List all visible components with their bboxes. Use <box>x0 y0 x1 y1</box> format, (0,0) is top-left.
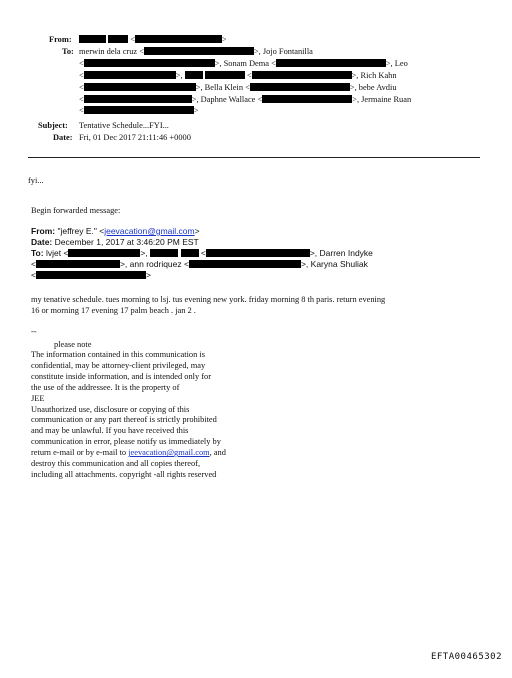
recipient-text: >, Bella Klein < <box>195 83 250 92</box>
disclaimer-line <box>31 448 226 459</box>
redaction <box>252 71 352 79</box>
redaction <box>36 271 146 279</box>
disclaimer-line: confidential, may be attorney-client privileged, may <box>31 360 206 370</box>
sender-email-link[interactable]: jeevacation@gmail.com <box>104 226 195 236</box>
recipient-text: >, <box>140 248 148 258</box>
disclaimer-line: Unauthorized use, disclosure or copying of this <box>31 404 190 414</box>
disclaimer-line: constitute inside information, and is intended only for <box>31 371 212 381</box>
forwarded-to-line-1: To: lvjet < >, < >, Darren Indyke <box>31 248 373 258</box>
disclaimer-text: return e-mail or by e-mail to <box>31 448 129 458</box>
disclaimer-text: , and <box>209 448 226 458</box>
redaction <box>250 83 350 91</box>
forward-note: Begin forwarded message: <box>31 206 121 215</box>
body-line-1: my tenative schedule. tues morning to lsj. tus evening new york. friday morning 8 th paris. return evening <box>31 295 386 304</box>
recipient-text: merwin dela cruz < <box>79 47 144 56</box>
body-line-2: 16 or morning 17 evening 17 palm beach . jan 2 . <box>31 306 196 315</box>
to-line-6: < > <box>79 106 199 115</box>
redaction <box>68 249 140 257</box>
recipient-text: lvjet < <box>45 248 69 258</box>
to-line-3: < >, < >, Rich Kahn <box>79 71 397 80</box>
recipient-text: >, Sonam Dema < <box>214 59 276 68</box>
disclaimer-line: and may be unlawful. If you have received this <box>31 426 189 436</box>
redaction <box>84 59 215 67</box>
disclaimer-line: including all attachments. copyright -all rights reserved <box>31 469 217 479</box>
redaction <box>135 35 222 43</box>
signature-dashes: -- <box>31 327 37 336</box>
subject-value: Tentative Schedule...FYI... <box>79 121 169 130</box>
confidentiality-disclaimer <box>31 350 226 481</box>
recipient-text: >, Rich Kahn <box>351 71 397 80</box>
disclaimer-line: JEE <box>31 393 45 403</box>
forwarded-date <box>31 237 199 247</box>
redaction <box>79 35 106 43</box>
to-line-4: < >, Bella Klein < >, bebe Avdiu <box>79 83 397 92</box>
forwarded-to-label: To: <box>31 248 44 258</box>
recipient-text: >, bebe Avdiu <box>349 83 397 92</box>
disclaimer-line: communication in error, please notify us immediately by <box>31 437 221 447</box>
recipient-text: >, Darren Indyke <box>309 248 373 258</box>
to-line-2: < >, Sonam Dema < >, Leo <box>79 59 408 68</box>
recipient-text: >, Jermaine Ruan <box>352 95 412 104</box>
date-label: Date: <box>53 133 73 142</box>
redaction <box>205 71 245 79</box>
recipient-text: >, ann rodriquez < <box>119 259 189 269</box>
forwarded-date-label: Date: <box>31 237 53 247</box>
redaction <box>36 260 120 268</box>
redaction <box>189 260 301 268</box>
from-label: From: <box>49 35 72 44</box>
recipient-text: >, Daphne Wallace < <box>191 95 263 104</box>
contact-email-link[interactable]: jeevacation@gmail.com <box>128 448 210 458</box>
forwarded-from-close: > <box>194 226 200 236</box>
to-line-5: < >, Daphne Wallace < >, Jermaine Ruan <box>79 95 412 104</box>
to-label: To: <box>62 47 74 56</box>
forwarded-date-value: December 1, 2017 at 3:46:20 PM EST <box>54 237 199 247</box>
from-value: < > <box>79 35 227 45</box>
disclaimer-line: the use of the addressee. It is the property of <box>31 382 180 392</box>
recipient-text: >, Jojo Fontanilla <box>253 47 313 56</box>
forwarded-from-label: From: <box>31 226 56 236</box>
forwarded-from <box>31 226 200 236</box>
date-value: Fri, 01 Dec 2017 21:11:46 +0000 <box>79 133 191 142</box>
signature-note: please note <box>54 340 92 349</box>
disclaimer-line: communication or any part thereof is strictly prohibited <box>31 415 217 425</box>
redaction <box>84 106 194 114</box>
redaction <box>84 71 176 79</box>
redaction <box>108 35 128 43</box>
forwarded-to-line-3: < > <box>31 270 151 280</box>
document-id: EFTA00465302 <box>430 652 502 662</box>
disclaimer-line: The information contained in this communication is <box>31 350 205 359</box>
to-line-1 <box>79 47 313 57</box>
subject-label: Subject: <box>38 121 68 130</box>
forwarded-to-line-2: < >, ann rodriquez < >, Karyna Shuliak <box>31 259 368 269</box>
intro-text: fyi... <box>28 176 44 185</box>
redaction <box>262 95 352 103</box>
redaction <box>84 83 196 91</box>
recipient-text: >, Karyna Shuliak <box>300 259 368 269</box>
redaction <box>144 47 254 55</box>
recipient-text: >, Leo <box>385 59 408 68</box>
redaction <box>276 59 386 67</box>
redaction <box>181 249 199 257</box>
header-divider <box>28 157 480 158</box>
redaction <box>84 95 192 103</box>
redaction <box>206 249 310 257</box>
redaction <box>185 71 203 79</box>
disclaimer-line: destroy this communication and all copies thereof, <box>31 459 201 469</box>
forwarded-from-name: "jeffrey E." < <box>57 226 105 236</box>
redaction <box>150 249 178 257</box>
